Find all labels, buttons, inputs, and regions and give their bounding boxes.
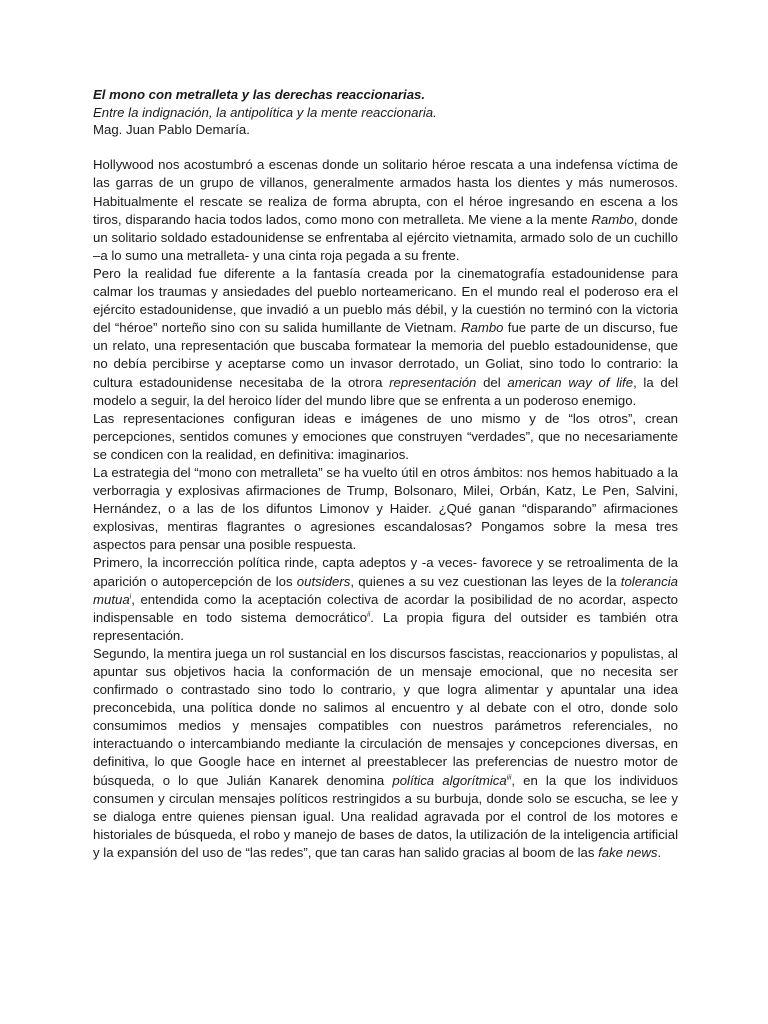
italic-text: outsiders — [296, 573, 351, 589]
italic-text: american way of life — [507, 374, 634, 390]
document-body — [93, 156, 678, 862]
text-run: Primero, la incorrección política rinde, capta adeptos y -a veces- favorece y se retroalimenta de la aparición o autopercepción de los — [93, 555, 678, 589]
text-run: , quienes a su vez cuestionan las leyes de la — [350, 573, 621, 589]
paragraph-5 — [93, 554, 678, 644]
text-run: Pero la realidad fue diferente a la fantasía creada por la cinematografía estadounidense para calmar los traumas y ansiedades del pueblo norteamericano. En el mundo real el poderoso era el ejército estadounidense, que invadió a un pueblo más débil, y la cuestión no terminó con la victoria del “héroe” norteño sino con su salida humillante de Vietnam. — [93, 265, 678, 336]
paragraph-1 — [93, 156, 678, 265]
paragraph-3 — [93, 410, 678, 464]
document-title: El mono con metralleta y las derechas reaccionarias. — [93, 87, 426, 102]
italic-text: Rambo — [591, 211, 634, 227]
text-run: La estrategia del “mono con metralleta” se ha vuelto útil en otros ámbitos: nos hemos habituado a la verborragia y explosivas afirmaciones de Trump, Bolsonaro, Milei, Orbán, Katz, Le Pen, Salvini, Hernández, o a las de los difuntos Limonov y Haider. ¿Qué ganan “disparando” afirmaciones explosivas, mentiras flagrantes o agresiones escandalosas? Pongamos sobre la mesa tres aspectos para pensar una posible respuesta. — [93, 464, 678, 553]
italic-text: política algorítmica — [392, 772, 507, 788]
italic-text: tolerancia mutua — [93, 573, 678, 607]
text-run: , la del modelo a seguir, la del heroico líder del mundo libre que se enfrenta a un poderoso enemigo. — [93, 374, 679, 408]
footnote-marker: iii — [506, 774, 512, 782]
text-run: , donde un solitario soldado estadounidense se enfrentaba al ejército vietnamita, armado solo de un cuchillo –a lo sumo una metralleta- y una cinta roja pegada a su frente. — [93, 211, 679, 263]
footnote-marker: i — [129, 593, 132, 601]
text-run: , entendida como la aceptación colectiva de acordar la posibilidad de no acordar, aspecto indispensable en todo sistema democrático — [93, 591, 678, 625]
text-run: del — [476, 374, 508, 390]
text-run: fue parte de un discurso, fue un relato, una representación que buscaba formatear la memoria del pueblo estadounidense, que no debía percibirse y aceptarse como un invasor derrotado, un Goliat, sino todo lo contrario: la cultura estadounidense necesitaba de la otrora — [93, 320, 678, 390]
italic-text: fake news — [598, 844, 658, 860]
paragraph-6 — [93, 645, 678, 862]
text-run: Las representaciones configuran ideas e imágenes de uno mismo y de “los otros”, crean percepciones, sentidos comunes y emociones que construyen “verdades”, que no necesariamente se condicen con la realidad, en definitiva: imaginarios. — [93, 410, 678, 462]
italic-text: representación — [389, 374, 477, 390]
text-run: Segundo, la mentira juega un rol sustancial en los discursos fascistas, reaccionarios y populistas, al apuntar sus objetivos hacia la conformación de un mensaje emocional, que no necesita ser confirmado o contrastado sino todo lo contrario, y que logra alimentar y apuntalar una idea preconcebida, una política donde no salimos al encuentro y al debate con el otro, donde solo consumimos medios y mensajes compatibles con nuestros parámetros referenciales, no interactuando o intercambiando mediante la circulación de mensajes y concepciones diversas, en definitiva, lo que Google hace en internet al preestablecer las preferencias de nuestro motor de búsqueda, o lo que Julián Kanarek denomina — [93, 645, 678, 788]
text-run: , en la que los individuos consumen y circulan mensajes políticos restringidos a su burbuja, donde solo se escucha, se lee y se dialoga entre quienes piensan igual. Una realidad agravada por el control de los motores e historiales de búsqueda, el robo y manejo de bases de datos, la utilización de la inteligencia artificial y la expansión del uso de “las redes”, que tan caras han salido gracias al boom de las — [93, 772, 679, 860]
document-author: Mag. Juan Pablo Demaría. — [93, 122, 250, 138]
text-run: . La propia figura del outsider es también otra representación. — [93, 609, 678, 643]
paragraph-4 — [93, 464, 678, 554]
text-run: . — [657, 844, 662, 860]
document-header — [93, 86, 678, 139]
italic-text: Rambo — [461, 320, 504, 336]
text-run: Hollywood nos acostumbró a escenas donde un solitario héroe rescata a una indefensa víctima de las garras de un grupo de villanos, generalmente armados hasta los dientes y más numerosos. Habitualmente el rescate se realiza de forma abrupta, con el héroe ingresando en escena a los tiros, disparando hacia todos lados, como mono con metralleta. Me viene a la mente — [93, 157, 678, 227]
paragraph-2 — [93, 265, 678, 410]
footnote-marker: ii — [367, 611, 371, 619]
document-subtitle: Entre la indignación, la antipolítica y la mente reaccionaria. — [93, 104, 437, 120]
